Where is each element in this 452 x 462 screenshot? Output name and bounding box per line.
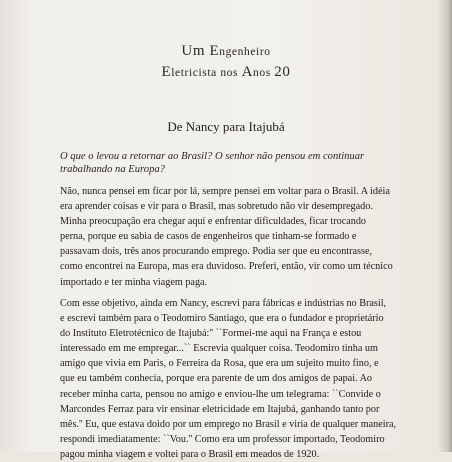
paragraph-line: respondi imediatamente: ``Vou.'' Como era um professor importado, Teodomiro [60,433,385,445]
paragraph-line: era aprender coisas e vir para o Brasil, mas sobretudo não vir desempregado. [60,201,373,213]
chapter-title-line-2: Eletricista nos Anos 20 [161,64,291,80]
paragraph-line: do Instituto Eletrotécnico de Itajubá:'' ``Formei-me aqui na França e estou [60,328,362,340]
paragraph-line: perna, porque eu sabia de casos de engenheiros que tinham-se formado e [60,231,357,243]
paragraph-line: receber minha carta, pensou no amigo e enviou-lhe um telegrama: ``Convide o [60,388,381,400]
paragraph-line: importado e ter minha viagem paga. [60,276,208,288]
interview-question-line: trabalhando na Europa? [60,164,165,175]
paragraph-line: como encontrei na Europa, mas era duvidoso. Preferi, então, vir como um técnico [60,261,393,273]
paragraph-line: mês.'' Eu, que estava doido por um emprego no Brasil e viria de qualquer maneira, [60,418,397,430]
paragraph-line: e escrevi também para o Teodomiro Santiago, que era o fundador e proprietário [60,313,384,325]
paragraph-line: Minha preocupação era chegar aqui e enfrentar dificuldades, ficar trocando [60,216,367,228]
interview-question-line: O que o levou a retornar ao Brasil? O senhor não pensou em continuar [60,151,365,162]
chapter-title-line-1: Um Engenheiro [181,43,271,59]
paragraph-line: Com esse objetivo, ainda em Nancy, escrevi para fábricas e indústrias no Brasil, [60,298,387,309]
paragraph-line: Não, nunca pensei em ficar por lá, sempre pensei em voltar para o Brasil. A idéia [60,186,390,197]
answer-paragraph-2 [60,296,410,462]
paragraph-line: Marcondes Ferraz para vir ensinar eletricidade em Itajubá, ganhando tanto por [60,403,380,415]
paragraph-line: que eu também conhecia, porque era parente de um dos amigos de papai. Ao [60,373,373,385]
paragraph-line: interessado em me empregar...`` Escrevia qualquer coisa. Teodomiro tinha um [60,343,378,355]
paragraph-line: pagou minha viagem e voltei para o Brasil em meados de 1920. [60,448,320,460]
answer-paragraph-1 [60,184,410,290]
paragraph-line: amigo que vivia em Paris, o Ferreira da Rosa, que era um sujeito muito fino, e [60,358,379,370]
section-heading: De Nancy para Itajubá [167,119,285,134]
paragraph-line: passavam dois, três anos procurando emprego. Podia ser que eu encontrasse, [60,246,373,258]
